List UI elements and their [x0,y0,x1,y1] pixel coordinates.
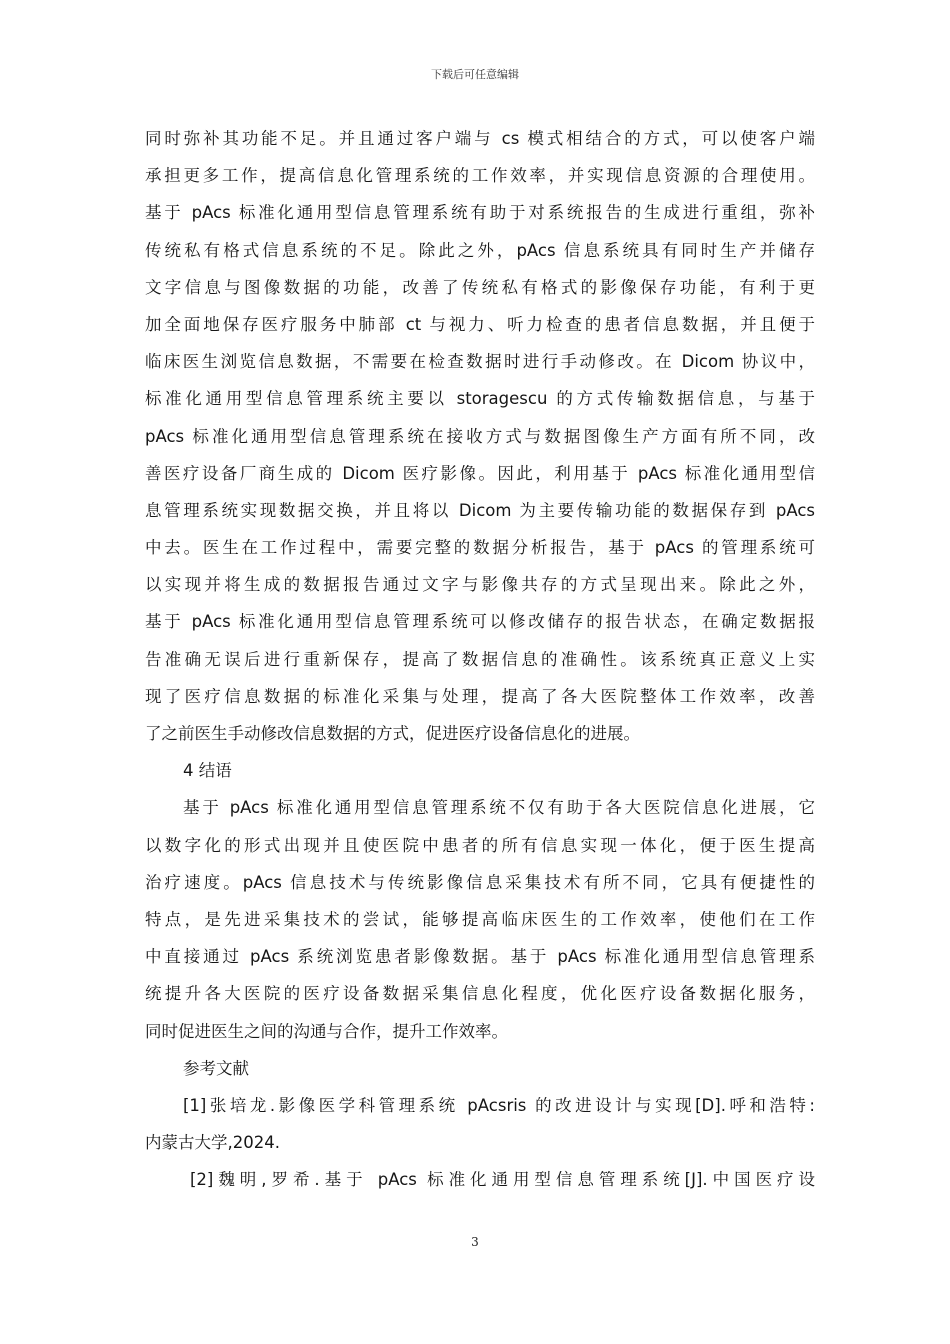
page-number: 3 [471,1235,479,1249]
body-line: 承担更多工作，提高信息化管理系统的工作效率，并实现信息资源的合理使用。 [145,166,815,186]
body-line: pAcs 标准化通用型信息管理系统在接收方式与数据图像生产方面有所不同，改 [145,426,815,446]
body-line: 临床医生浏览信息数据，不需要在检查数据时进行手动修改。在 Dicom 协议中， [145,352,815,372]
body-line: 同时促进医生之间的沟通与合作，提升工作效率。 [145,1021,508,1041]
document-body [145,120,815,1198]
body-line: 治疗速度。pAcs 信息技术与传统影像信息采集技术有所不同，它具有便捷性的 [145,872,815,892]
body-line: 特点，是先进采集技术的尝试，能够提高临床医生的工作效率，使他们在工作 [145,909,815,929]
body-line: 基于 pAcs 标准化通用型信息管理系统有助于对系统报告的生成进行重组，弥补 [145,203,815,223]
body-line: 中去。医生在工作过程中，需要完整的数据分析报告，基于 pAcs 的管理系统可 [145,538,815,558]
body-line: 加全面地保存医疗服务中肺部 ct 与视力、听力检查的患者信息数据，并且便于 [145,314,815,334]
body-line: 告准确无误后进行重新保存，提高了数据信息的准确性。该系统真正意义上实 [145,649,815,669]
body-line: 现了医疗信息数据的标准化采集与处理，提高了各大医院整体工作效率，改善 [145,686,815,706]
reference-line: [1]张培龙.影像医学科管理系统 pAcsris 的改进设计与实现[D].呼和浩特: [183,1095,815,1115]
body-line: 以实现并将生成的数据报告通过文字与影像共存的方式呈现出来。除此之外， [145,575,815,595]
body-line: 统提升各大医院的医疗设备数据采集信息化程度，优化医疗设备数据化服务， [145,984,815,1004]
body-line: 善医疗设备厂商生成的 Dicom 医疗影像。因此，利用基于 pAcs 标准化通用型信 [145,463,815,483]
body-line: 基于 pAcs 标准化通用型信息管理系统不仅有助于各大医院信息化进展，它 [183,798,815,818]
body-line: 了之前医生手动修改信息数据的方式，促进医疗设备信息化的进展。 [145,724,640,743]
body-line: 中直接通过 pAcs 系统浏览患者影像数据。基于 pAcs 标准化通用型信息管理系 [145,947,815,967]
body-line: 基于 pAcs 标准化通用型信息管理系统可以修改储存的报告状态，在确定数据报 [145,612,815,632]
body-line: 传统私有格式信息系统的不足。除此之外，pAcs 信息系统具有同时生产并储存 [145,240,815,260]
reference-line: 内蒙古大学,2024. [145,1133,280,1153]
body-line: 标准化通用型信息管理系统主要以 storagescu 的方式传输数据信息，与基于 [145,389,815,409]
page-header: 下载后可任意编辑 [431,68,519,81]
body-line: 同时弥补其功能不足。并且通过客户端与 cs 模式相结合的方式，可以使客户端 [145,129,815,148]
body-line: 息管理系统实现数据交换，并且将以 Dicom 为主要传输功能的数据保存到 pAcs [145,500,815,520]
body-line: 文字信息与图像数据的功能，改善了传统私有格式的影像保存功能，有利于更 [145,277,815,297]
section-heading: 4 结语 [183,761,232,781]
reference-line: [2]魏明,罗希.基于 pAcs 标准化通用型信息管理系统[J].中国医疗设 [190,1170,815,1190]
body-line: 以数字化的形式出现并且使医院中患者的所有信息实现一体化，便于医生提高 [145,835,815,855]
references-heading: 参考文献 [183,1058,249,1078]
